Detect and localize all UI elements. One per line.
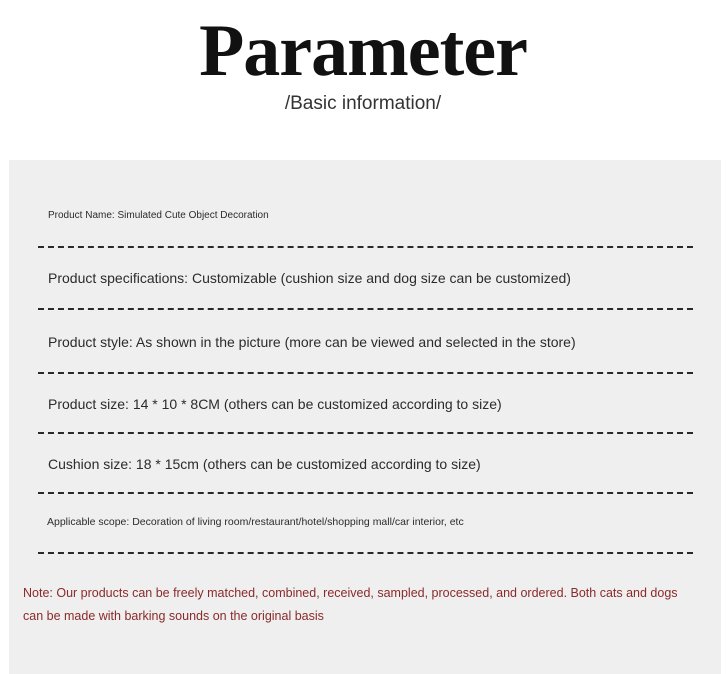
parameter-text: Cushion size: 18 * 15cm (others can be customized according to size)	[48, 456, 481, 472]
parameter-text: Product Name: Simulated Cute Object Decoration	[48, 210, 269, 221]
parameter-row-product-size	[38, 374, 693, 434]
parameter-text: Applicable scope: Decoration of living room/restaurant/hotel/shopping mall/car interior, etc	[47, 516, 464, 528]
parameter-text: Product specifications: Customizable (cushion size and dog size can be customized)	[48, 270, 571, 286]
parameter-row-style	[38, 310, 693, 374]
page-subtitle: /Basic information/	[284, 93, 442, 114]
parameter-text: Product size: 14 * 10 * 8CM (others can be customized according to size)	[48, 396, 502, 412]
parameter-row-applicable-scope	[38, 494, 693, 554]
parameter-panel	[9, 160, 721, 674]
parameter-text: Product style: As shown in the picture (more can be viewed and selected in the store)	[48, 334, 576, 350]
parameter-row-specifications	[38, 248, 693, 310]
note-text: Note: Our products can be freely matched, combined, received, sampled, processed, and ordered. Both cats and dogs can be made with barking sounds on the original basis	[23, 586, 678, 623]
page-title: Parameter	[199, 10, 527, 92]
parameter-row-product-name	[38, 160, 693, 248]
parameter-row-cushion-size	[38, 434, 693, 494]
